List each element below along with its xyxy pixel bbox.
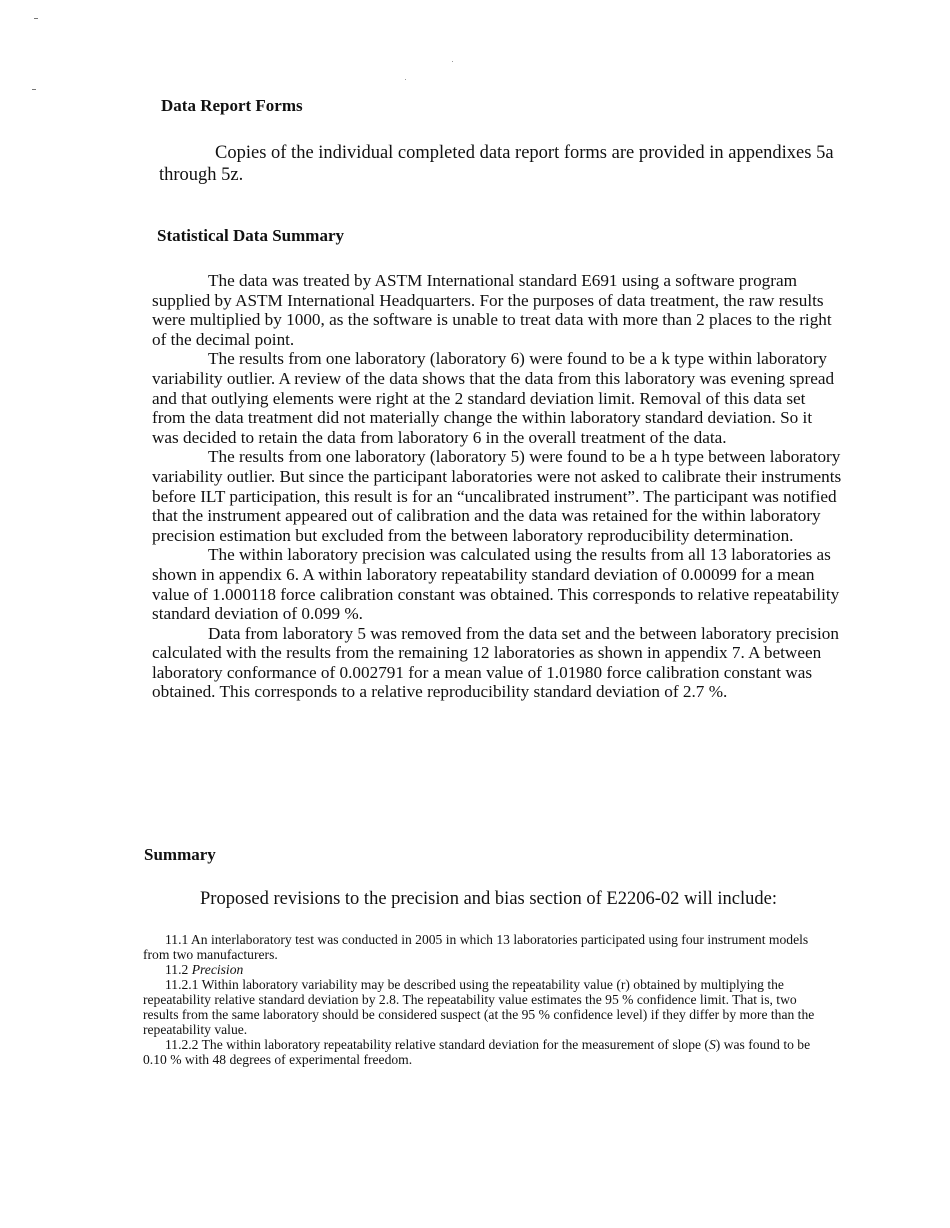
item-text: 11.2.1 Within laboratory variability may be described using the repeatability value (r) obtained by multiplying the repeatability relative standard deviation by 2.8. The repeatability value estimates the 95 % confidence limit. That is, two results from the same laboratory should be considered suspect (at the 95 % confidence level) if they differ by more than the repeatability value. xyxy=(143,977,815,1037)
scan-dot xyxy=(405,79,406,80)
summary-intro: Proposed revisions to the precision and bias section of E2206-02 will include: xyxy=(200,889,777,909)
stat-paragraph-5 xyxy=(152,624,842,702)
slope-symbol: S xyxy=(708,1037,716,1052)
stat-paragraph-3 xyxy=(152,447,842,545)
statistical-summary-body xyxy=(152,271,842,702)
stat-paragraph-4 xyxy=(152,545,842,623)
item-text: 11.1 An interlaboratory test was conducted in 2005 in which 13 laboratories participated using four instrument models from two manufacturers. xyxy=(143,932,809,962)
paragraph-text: The within laboratory precision was calculated using the results from all 13 laboratories as shown in appendix 6. A within laboratory repeatability standard deviation of 0.00099 for a mean value of 1.000118 force calibration constant was obtained. This corresponds to relative repeatability standard deviation of 0.099 %. xyxy=(152,545,840,624)
item-text: ) was found to be 0.10 % with 48 degrees of experimental freedom. xyxy=(143,1037,811,1067)
precision-label: Precision xyxy=(191,962,244,977)
paragraph-text: Data from laboratory 5 was removed from the data set and the between laboratory precision calculated with the results from the remaining 12 laboratories as shown in appendix 7. A between laboratory conformance of 0.002791 for a mean value of 1.01980 force calibration constant was obtained. This corresponds to a relative reproducibility standard deviation of 2.7 %. xyxy=(152,623,839,702)
stat-paragraph-2 xyxy=(152,349,842,447)
heading-statistical-data-summary: Statistical Data Summary xyxy=(157,226,344,245)
summary-item-11-2 xyxy=(143,962,823,977)
scan-dot xyxy=(452,61,453,62)
heading-data-report-forms: Data Report Forms xyxy=(161,96,303,115)
paragraph-data-report-forms xyxy=(159,142,837,186)
paragraph-text: The results from one laboratory (laboratory 6) were found to be a k type within laboratory variability outlier. A review of the data shows that the data from this laboratory was evening spread and that outlying elements were right at the 2 standard deviation limit. Removal of this data set from the data treatment did not materially change the within laboratory standard deviation. So it was decided to retain the data from laboratory 6 in the overall treatment of the data. xyxy=(152,349,835,447)
paragraph-text: The results from one laboratory (laboratory 5) were found to be a h type between laboratory variability outlier. But since the participant laboratories were not asked to calibrate their instruments before ILT participation, this result is for an “uncalibrated instrument”. The participant was notified that the instrument appeared out of calibration and the data was retained for the within laboratory precision estimation but excluded from the between laboratory reproducibility determination. xyxy=(152,447,842,545)
scan-mark xyxy=(34,18,38,19)
paragraph-text: Copies of the individual completed data report forms are provided in appendixes 5a through 5z. xyxy=(159,143,834,185)
summary-item-11-2-2 xyxy=(143,1037,823,1067)
heading-summary: Summary xyxy=(144,845,216,864)
summary-item-11-1 xyxy=(143,932,823,962)
scan-mark xyxy=(32,89,36,90)
stat-paragraph-1 xyxy=(152,271,842,349)
paragraph-text: The data was treated by ASTM International standard E691 using a software program supplied by ASTM International Headquarters. For the purposes of data treatment, the raw results were multiplied by 1000, as the software is unable to treat data with more than 2 places to the right of the decimal point. xyxy=(152,271,832,349)
item-number: 11.2 xyxy=(165,962,189,977)
item-text: 11.2.2 The within laboratory repeatability relative standard deviation for the measurement of slope ( xyxy=(165,1037,709,1052)
summary-items xyxy=(143,932,823,1067)
summary-item-11-2-1 xyxy=(143,977,823,1037)
